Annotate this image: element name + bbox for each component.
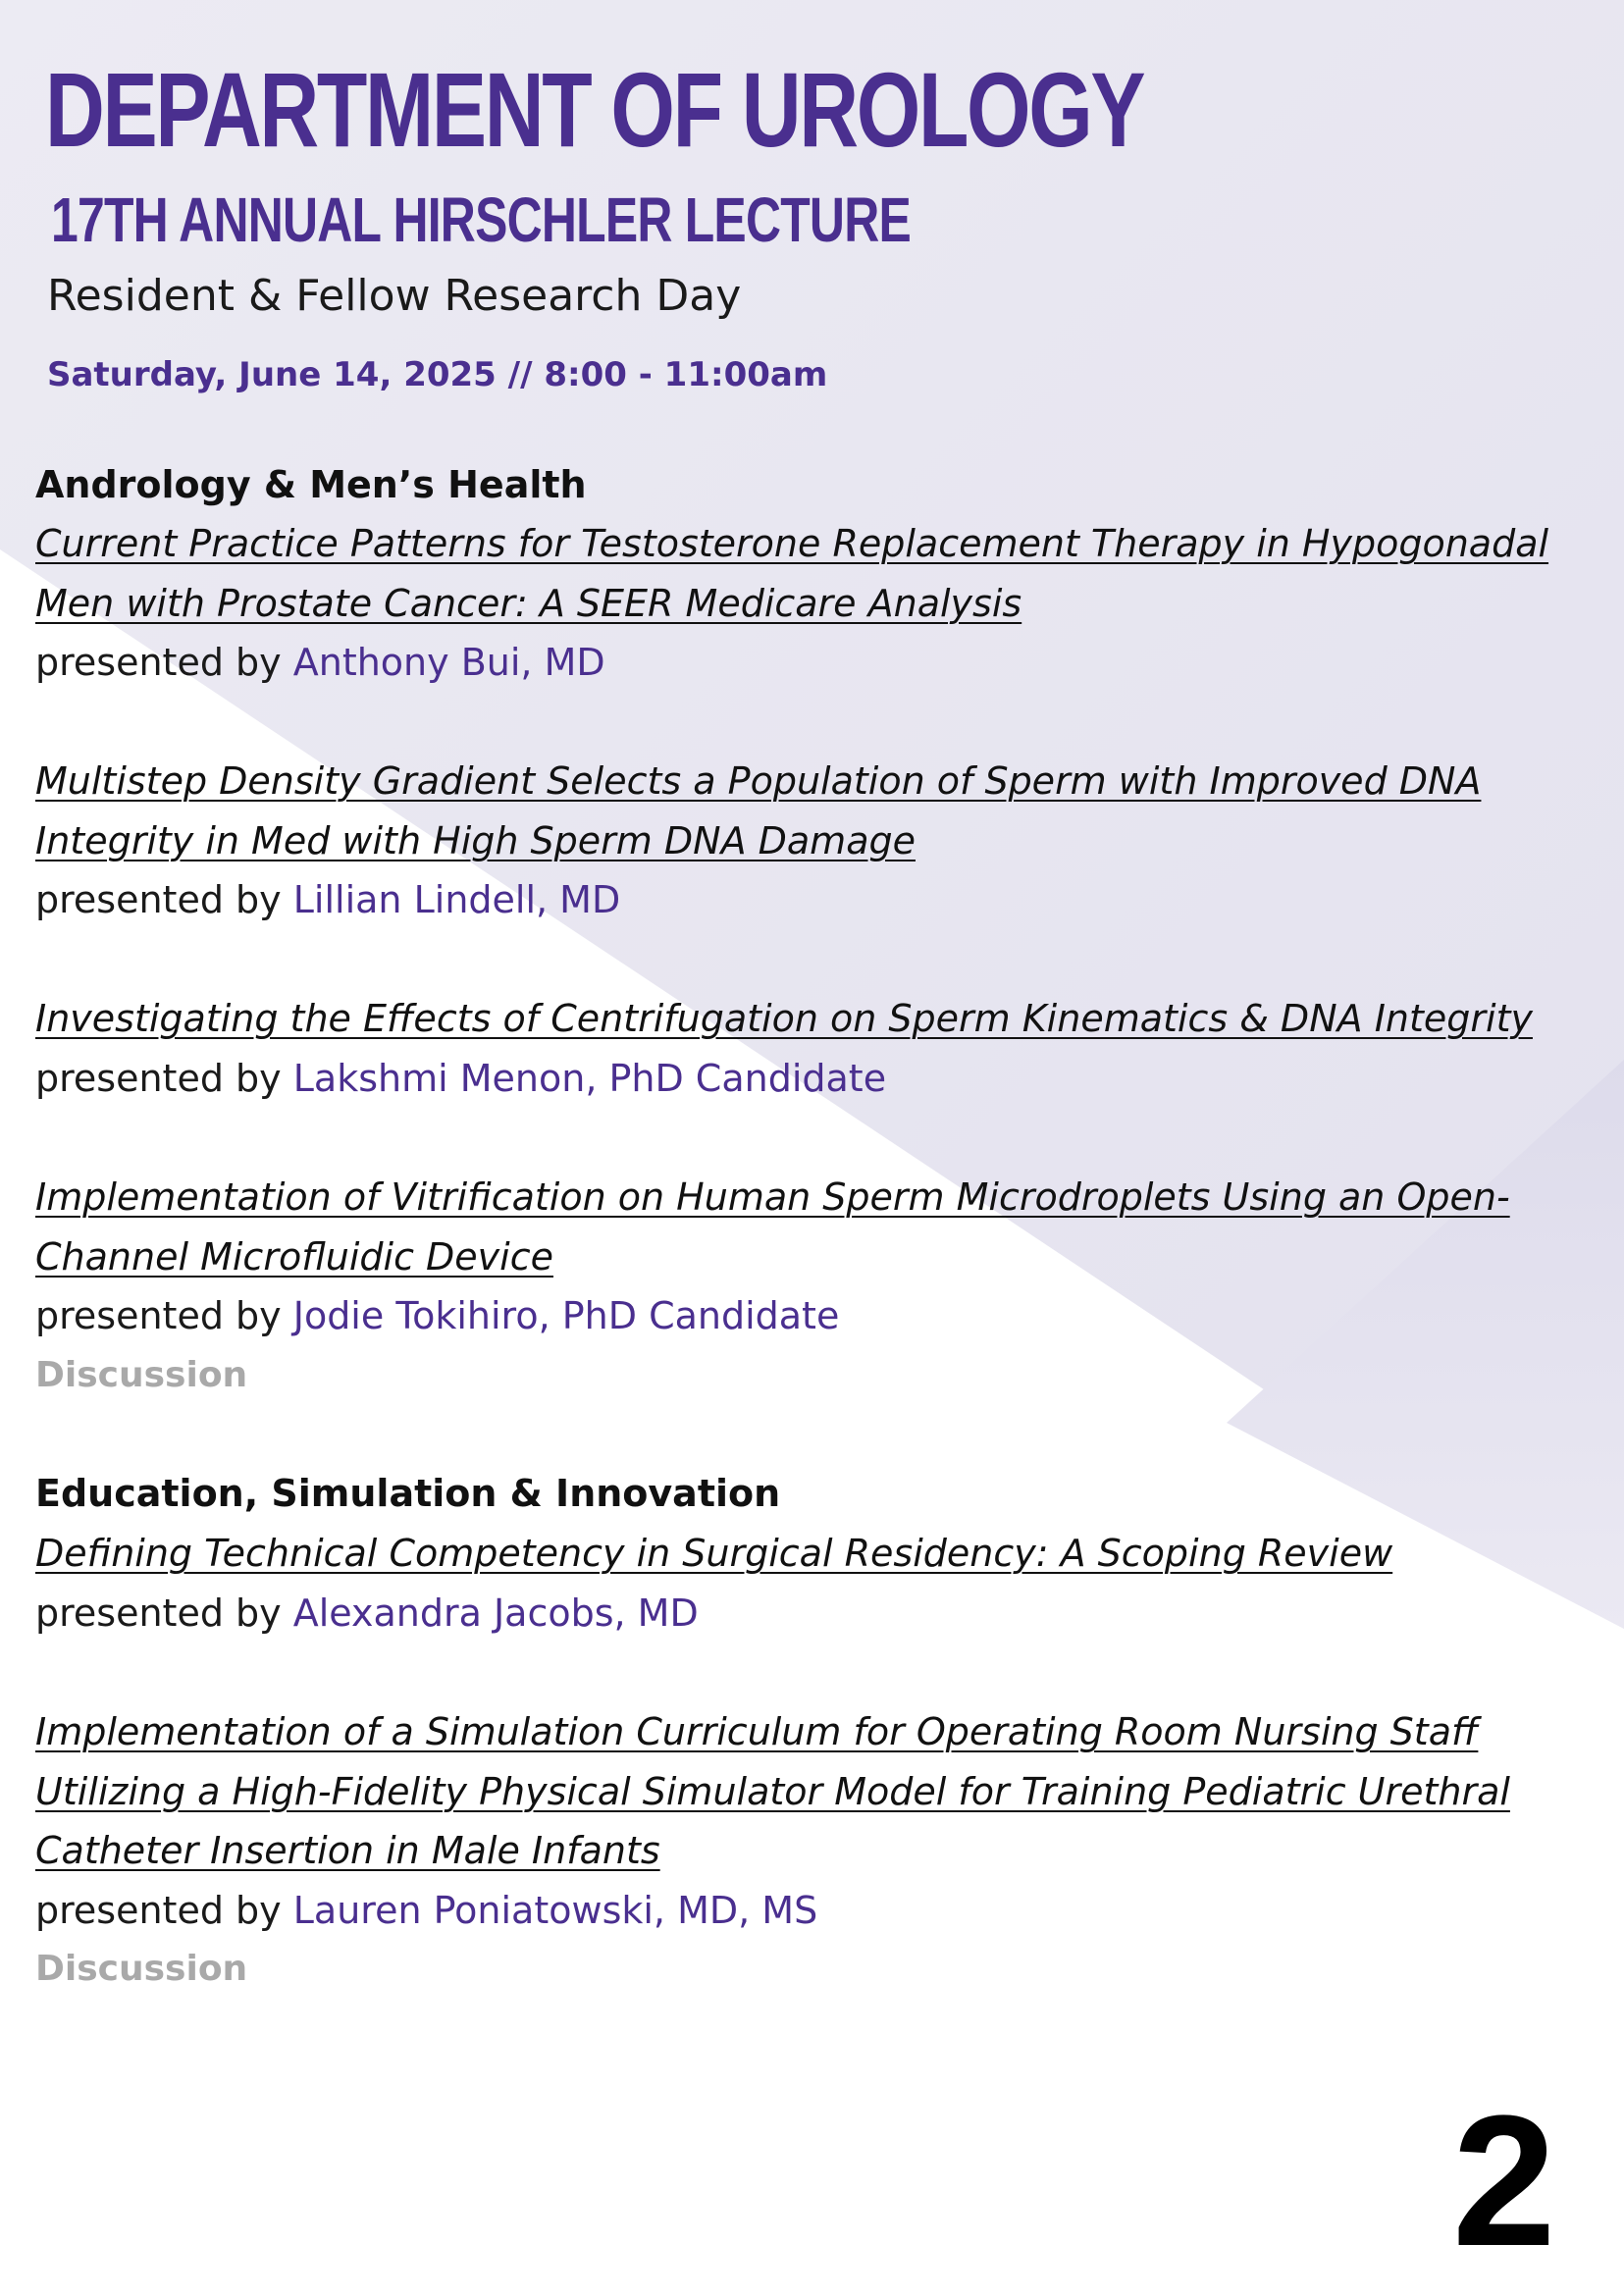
event-date: Saturday, June 14, 2025 // 8:00 - 11:00am bbox=[47, 355, 828, 394]
section-heading-andrology: Andrology & Men’s Health bbox=[35, 463, 587, 506]
talk-item bbox=[35, 1168, 1586, 1405]
discussion-label: Discussion bbox=[35, 1354, 248, 1395]
presenter-name: Lakshmi Menon, PhD Candidate bbox=[292, 1056, 887, 1100]
presented-by-label: presented by bbox=[35, 1888, 282, 1932]
discussion-label: Discussion bbox=[35, 1949, 248, 1989]
presenter-line bbox=[35, 870, 1586, 930]
talk-title: Implementation of Vitrification on Human Sperm Microdroplets Using an Open-Channel Microfluidic Device bbox=[35, 1175, 1510, 1278]
talk-title: Investigating the Effects of Centrifugation on Sperm Kinematics & DNA Integrity bbox=[35, 997, 1533, 1040]
presenter-name: Alexandra Jacobs, MD bbox=[292, 1591, 699, 1635]
presented-by-label: presented by bbox=[35, 1591, 282, 1635]
page-number: 2 bbox=[1452, 2077, 1556, 2285]
presenter-line bbox=[35, 633, 1586, 693]
talk-item bbox=[35, 989, 1586, 1108]
talk-title: Defining Technical Competency in Surgical Residency: A Scoping Review bbox=[35, 1532, 1393, 1575]
talk-item bbox=[35, 752, 1586, 930]
talk-item bbox=[35, 514, 1586, 693]
talk-title: Multistep Density Gradient Selects a Population of Sperm with Improved DNA Integrity in Med with High Sperm DNA Damage bbox=[35, 759, 1482, 862]
presenter-name: Lillian Lindell, MD bbox=[292, 878, 621, 921]
talk-item bbox=[35, 1702, 1586, 2000]
presented-by-label: presented by bbox=[35, 641, 282, 684]
presenter-line bbox=[35, 1881, 1586, 1941]
presenter-line bbox=[35, 1584, 1586, 1644]
presenter-line bbox=[35, 1049, 1586, 1109]
talk-item bbox=[35, 1524, 1586, 1643]
section-heading-education: Education, Simulation & Innovation bbox=[35, 1472, 781, 1515]
presenter-line bbox=[35, 1286, 1586, 1346]
presented-by-label: presented by bbox=[35, 1056, 282, 1100]
presenter-name: Lauren Poniatowski, MD, MS bbox=[292, 1888, 818, 1932]
presented-by-label: presented by bbox=[35, 878, 282, 921]
presenter-name: Jodie Tokihiro, PhD Candidate bbox=[292, 1294, 840, 1337]
talk-title: Current Practice Patterns for Testosterone Replacement Therapy in Hypogonadal Men with Prostate Cancer: A SEER Medicare Analysis bbox=[35, 522, 1549, 625]
presenter-name: Anthony Bui, MD bbox=[292, 641, 605, 684]
lecture-title: 17TH ANNUAL HIRSCHLER LECTURE bbox=[51, 184, 911, 255]
department-title: DEPARTMENT OF UROLOGY bbox=[45, 50, 1144, 169]
presented-by-label: presented by bbox=[35, 1294, 282, 1337]
event-subtitle: Resident & Fellow Research Day bbox=[47, 271, 742, 321]
talk-title: Implementation of a Simulation Curriculum for Operating Room Nursing Staff Utilizing a High-Fidelity Physical Simulator Model for Training Pediatric Urethral Catheter Insertion in Male Infants bbox=[35, 1710, 1510, 1872]
